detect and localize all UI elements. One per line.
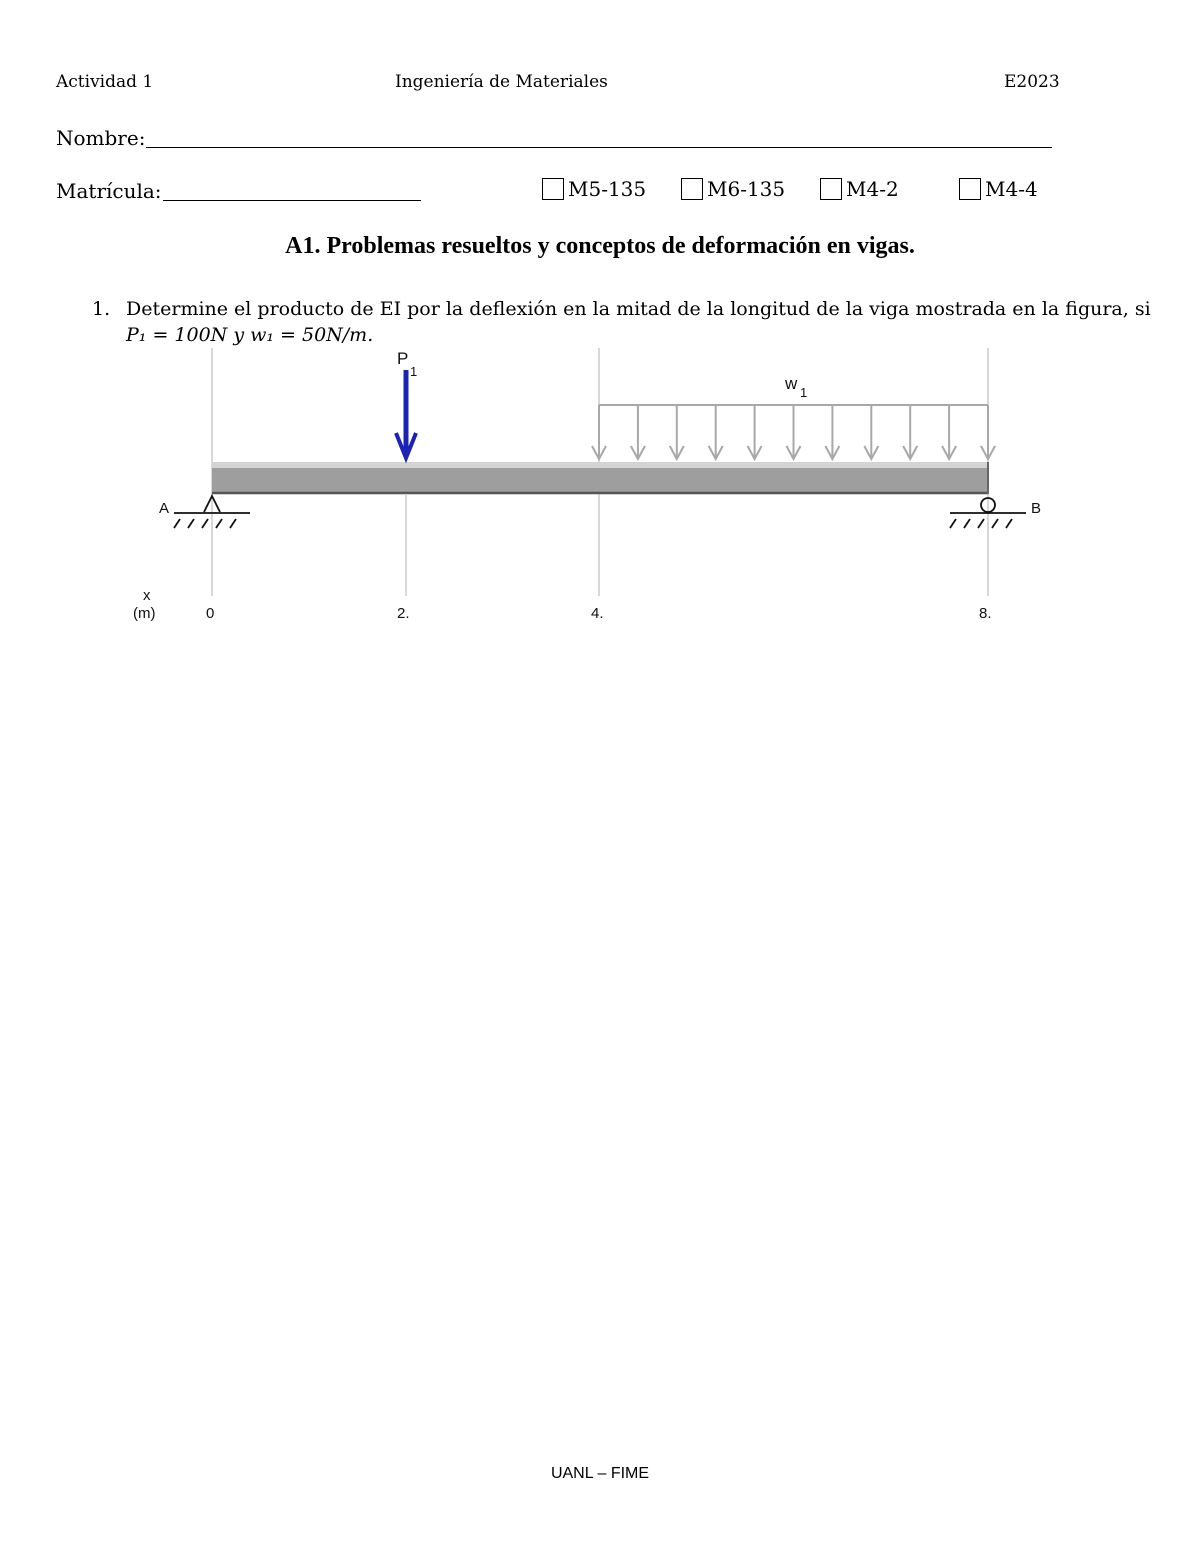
name-field-line[interactable] xyxy=(146,129,1052,148)
header-activity: Actividad 1 xyxy=(56,72,154,92)
problem-number: 1. xyxy=(92,298,111,320)
name-field-label: Nombre: xyxy=(56,126,146,150)
point-load-p1 xyxy=(396,370,416,458)
distributed-load-w1 xyxy=(592,405,995,459)
problem-text: Determine el producto de EI por la deflexión en la mitad de la longitud de la viga mostrada en la figura, si xyxy=(126,298,1151,320)
header-course: Ingeniería de Materiales xyxy=(395,72,608,92)
page-title: A1. Problemas resueltos y conceptos de deformación en vigas. xyxy=(285,233,915,259)
group-option-m5-135[interactable] xyxy=(542,177,646,201)
group-option-label: M4-4 xyxy=(985,177,1038,201)
position-label-8: 8. xyxy=(979,605,992,622)
position-label-2: 2. xyxy=(397,605,410,622)
position-label-4: 4. xyxy=(591,605,604,622)
id-field-line[interactable] xyxy=(163,182,421,201)
beam-diagram xyxy=(0,340,1200,640)
point-load-subscript: 1 xyxy=(410,364,418,379)
axis-unit-label: (m) xyxy=(133,605,156,622)
dist-load-label: w xyxy=(785,374,798,393)
point-load-label: P xyxy=(397,349,409,368)
support-b-label: B xyxy=(1031,500,1042,517)
support-a-label: A xyxy=(159,500,170,517)
checkbox[interactable] xyxy=(681,178,703,200)
dist-load-subscript: 1 xyxy=(800,385,808,400)
group-option-label: M6-135 xyxy=(707,177,786,201)
beam-top-highlight xyxy=(212,462,988,468)
header-term: E2023 xyxy=(1004,72,1060,92)
checkbox[interactable] xyxy=(959,178,981,200)
id-field-label: Matrícula: xyxy=(56,179,162,203)
group-option-m6-135[interactable] xyxy=(681,177,785,201)
group-option-m4-4[interactable] xyxy=(959,177,1038,201)
page-footer: UANL – FIME xyxy=(550,1465,650,1482)
group-option-label: M5-135 xyxy=(568,177,647,201)
checkbox[interactable] xyxy=(820,178,842,200)
group-option-label: M4-2 xyxy=(846,177,899,201)
axis-var-label: x xyxy=(143,587,151,604)
problem-conditions: P₁ = 100N y w₁ = 50N/m. xyxy=(126,324,374,346)
checkbox[interactable] xyxy=(542,178,564,200)
group-option-m4-2[interactable] xyxy=(820,177,899,201)
position-label-0: 0 xyxy=(206,605,215,622)
